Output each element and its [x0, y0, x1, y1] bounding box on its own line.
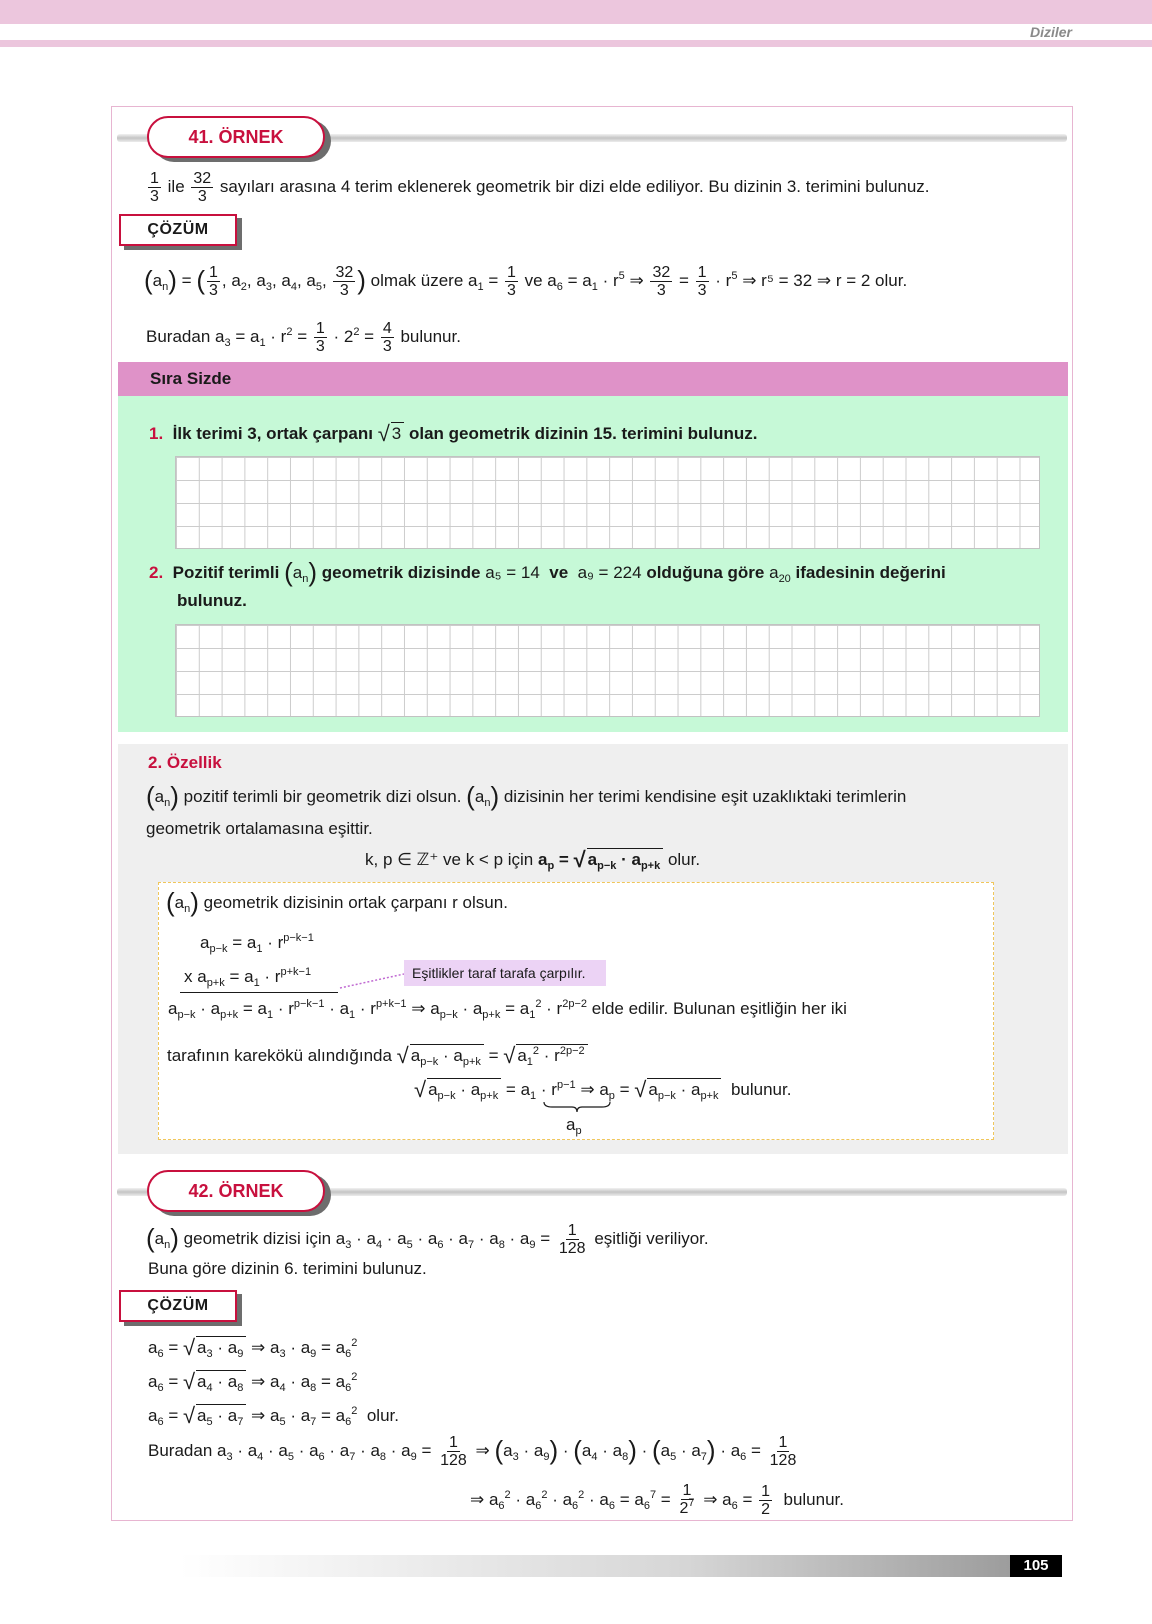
header-band: [0, 0, 1152, 24]
header-stripe: [0, 40, 1152, 47]
property-line1: $(a_n)$ pozitif terimli bir geometrik dizi olsun. $(a_n)$ dizisinin her terimi kendisine eşit uzaklıktaki terimlerin: [146, 780, 907, 811]
proof-eq3: $a_{p-k} \cdot a_{p+k} = a_1 \cdot r^{p-k-1} \cdot a_1 \cdot r^{p+k-1}$ ⇒ $a_{p-k} \cdot a_{p+k} = a_1^2 \cdot r^{2p-2}$ elde edilir. Bulunan eşitliğin her iki: [168, 998, 847, 1021]
question-2-cont: bulunuz.: [177, 591, 247, 610]
question-2: 2. Pozitif terimli $(a_n)$ geometrik dizisinde a₅ = 14 ve a₉ = 224 olduğuna göre $a_{20}$ ifadesinin değerini: [149, 556, 946, 587]
example-42-step5: ⇒ $a_6^2 \cdot a_6^2 \cdot a_6^2 \cdot a_6 = a_6^7$ = $\frac{1}{2^7}$ ⇒ $a_6$ = $\frac{1}{2}$ bulunur.: [470, 1482, 844, 1518]
proof-eq4: tarafının karekökü alındığında √ $a_{p-k} \cdot a_{p+k}$ = √ $a_1^2 \cdot r^{2p-2}$: [167, 1044, 588, 1069]
answer-grid-1[interactable]: [175, 456, 1040, 549]
proof-eq2: x $a_{p+k} = a_1 \cdot r^{p+k-1}$: [184, 966, 312, 989]
solution-label: ÇÖZÜM: [119, 1290, 237, 1322]
proof-intro: $(a_n)$ geometrik dizisinin ortak çarpanı r olsun.: [166, 886, 508, 917]
example-41-header: [117, 116, 1067, 160]
fraction-32-thirds: $\frac{32}{3}$: [193, 170, 212, 205]
proof-eq5: √ $a_{p-k} \cdot a_{p+k} = a_1 \cdot r^{p-1}$ ⇒ $a_p$ = √ $a_{p-k} \cdot a_{p+k}$ bulunur.: [414, 1077, 792, 1102]
example-41-solution-line1: $(a_n)$ = ( $\frac{1}{3}$ , $a_2$, $a_3$, $a_4$, $a_5$, $\frac{32}{3}$ ) olmak üzere $a_1$ = $\frac{1}{3}$ ve $a_6 = a_1 \cdot r^5$ ⇒ $\frac{32}{3}$ = $\frac{1}{3}$ · $r^5$ ⇒ r⁵ = 32 ⇒ r = 2 olur.: [144, 264, 908, 299]
example-42-header: [117, 1170, 1067, 1214]
property-title: 2. Özellik: [148, 753, 222, 772]
property-formula: k, p ∈ ℤ⁺ ve k < p için $a_p$ = √ $a_{p-k} \cdot a_{p+k}$ olur.: [365, 847, 701, 872]
question-1: 1. İlk terimi 3, ortak çarpanı √ 3 olan geometrik dizinin 15. terimini bulunuz.: [149, 421, 758, 446]
example-42-step3: $a_6$ = √ $a_5 \cdot a_7$ ⇒ $a_5 \cdot a_7 = a_6^2$ olur.: [148, 1403, 399, 1428]
underbrace: [542, 1100, 612, 1114]
page-number: 105: [1010, 1555, 1062, 1577]
example-41-solution-line2: Buradan $a_3 = a_1 \cdot r^2$ = $\frac{1}{3}$ · $2^2$ = $\frac{4}{3}$ bulunur.: [146, 320, 461, 355]
underbrace-label: $a_p$: [566, 1115, 582, 1137]
callout-note: Eşitlikler taraf tarafa çarpılır.: [404, 960, 606, 986]
example-42-step4: Buradan $a_3 \cdot a_4 \cdot a_5 \cdot a_6 \cdot a_7 \cdot a_8 \cdot a_9$ = $\frac{1}{128}$ ⇒ $(a_3 \cdot a_9) \cdot (a_4 \cdot a_8) \cdot (a_5 \cdot a_7) \cdot a_6$ = $\frac{1}{128}$: [148, 1434, 797, 1469]
footer-bar: [180, 1555, 1025, 1577]
example-42-title: 42. ÖRNEK: [147, 1170, 325, 1212]
sira-sizde-header: Sıra Sizde: [118, 362, 1068, 396]
running-head: Diziler: [1029, 24, 1072, 40]
example-42-step2: $a_6$ = √ $a_4 \cdot a_8$ ⇒ $a_4 \cdot a_8 = a_6^2$: [148, 1369, 358, 1394]
answer-grid-2[interactable]: [175, 624, 1040, 717]
property-line2: geometrik ortalamasına eşittir.: [146, 819, 373, 838]
example-41-title: 41. ÖRNEK: [147, 116, 325, 158]
solution-label: ÇÖZÜM: [119, 214, 237, 246]
callout-pointer: [338, 968, 406, 990]
fraction-one-third: $\frac{1}{3}$: [150, 170, 159, 205]
example-42-problem: $(a_n)$ geometrik dizisi için $a_3 \cdot a_4 \cdot a_5 \cdot a_6 \cdot a_7 \cdot a_8 \cdot a_9$ = $\frac{1}{128}$ eşitliği veriliyor.: [146, 1222, 709, 1257]
example-42-question: Buna göre dizinin 6. terimini bulunuz.: [148, 1259, 427, 1278]
proof-eq1: $a_{p-k} = a_1 \cdot r^{p-k-1}$: [200, 932, 314, 955]
multiply-rule: [180, 992, 338, 993]
example-42-step1: $a_6$ = √ $a_3 \cdot a_9$ ⇒ $a_3 \cdot a_9 = a_6^2$: [148, 1335, 358, 1360]
example-41-problem: $\frac{1}{3}$ ile $\frac{32}{3}$ sayıları arasına 4 terim eklenerek geometrik bir dizi elde ediliyor. Bu dizinin 3. terimini bulunuz.: [150, 170, 930, 205]
